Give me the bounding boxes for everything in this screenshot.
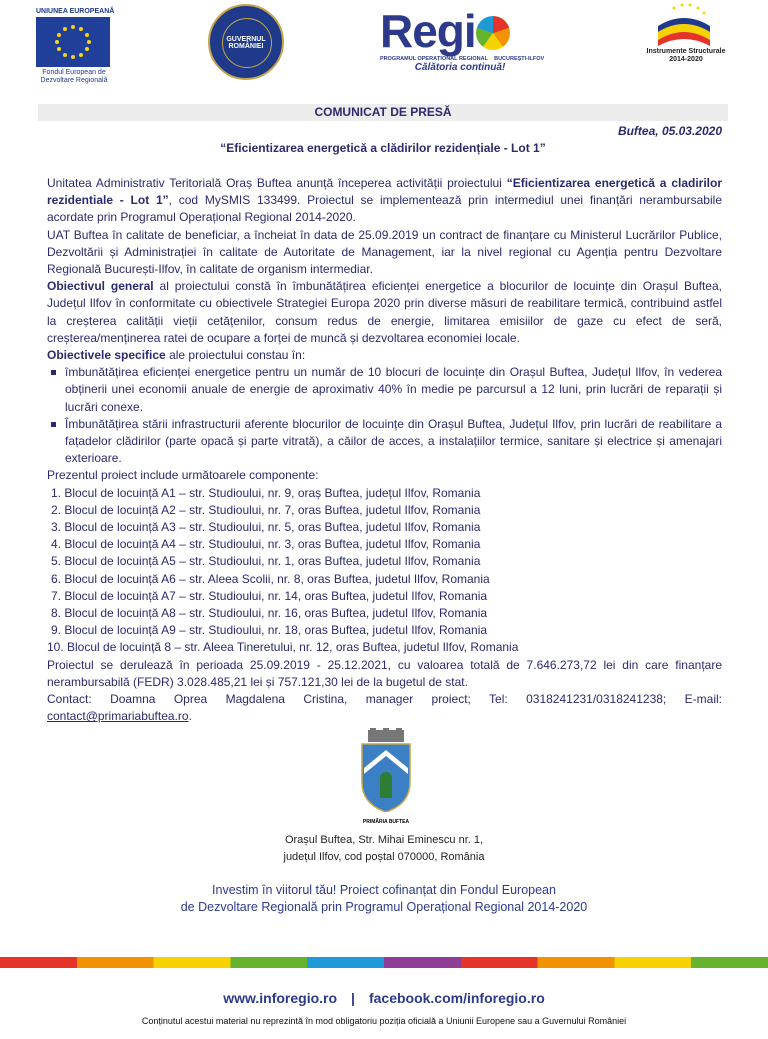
project-subtitle: “Eficientizarea energetică a clădirilor rezidențiale - Lot 1” <box>220 141 546 155</box>
press-date: Buftea, 05.03.2020 <box>617 124 722 138</box>
eu-flag-icon <box>36 17 110 67</box>
intro-text: Unitatea Administrativ Teritorială Oraș Buftea anunță începerea activității proiectului <box>47 176 507 190</box>
general-objective-text: al proiectului constă în îmbunătățirea eficienței energetice a blocurilor de locuințe din Orașul Buftea, Județul Ilfov în conformitate cu obiectivele Strategiei Europa 2020 prin diverse măsuri de reabilitare termică, contribuind astfel la creșterea calității vieții cetățenilor, consum redus de energie, limitarea emisiilor de gaze cu efect de seră, creșterea/menținerea ratei de ocupare a forței de muncă și dezvoltarea economiei locale. <box>47 279 722 345</box>
crest-label: PRIMĂRIA BUFTEA <box>362 819 410 825</box>
period-paragraph: Proiectul se derulează în perioada 25.09.2019 - 25.12.2021, cu valoarea totală de 7.646.273,72 lei din care finanțare nerambursabilă (FEDR) 3.028.485,21 lei și 757.121,30 lei de la bugetul de stat. <box>47 657 722 689</box>
list-item: 2. Blocul de locuință A2 – str. Studioului, nr. 7, oras Buftea, judetul Ilfov, Romania <box>51 502 481 517</box>
specific-objectives-text: ale proiectului constau în: <box>165 348 306 363</box>
bullet-square-icon <box>51 370 56 375</box>
beneficiary-paragraph: UAT Buftea în calitate de beneficiar, a încheiat în data de 25.09.2019 un contract de finanțare cu Ministerul Lucrărilor Publice, Dezvoltării și Administrației în calitate de Autoritate de Management, iar la nivel regional cu Agenția pentru Dezvoltare Regională București-Ilfov, în calitate de organism intermediar. <box>47 227 722 277</box>
list-item: 5. Blocul de locuință A5 – str. Studioului, nr. 1, oras Buftea, judetul Ilfov, Romania <box>51 554 481 569</box>
structural-instruments-logo <box>636 2 736 64</box>
regio-tagline: Călătoria continuă! <box>414 62 506 73</box>
list-item: 10. Blocul de locuință 8 – str. Aleea Tineretului, nr. 12, oras Buftea, judetul Ilfov, Romania <box>47 640 519 655</box>
investment-line2: de Dezvoltare Regională prin Programul Operațional Regional 2014-2020 <box>180 900 588 914</box>
address-block <box>0 832 768 866</box>
is-line1: Instrumente Structurale <box>646 48 726 55</box>
contact-text: Contact: Doamna Oprea Magdalena Cristina, manager proiect; Tel: 0318241231/0318241238; E-mail: <box>47 692 722 707</box>
list-item: 1. Blocul de locuință A1 – str. Studioului, nr. 9, oraș Buftea, județul Ilfov, Romania <box>51 485 481 500</box>
color-stripe <box>0 957 768 968</box>
eu-label: UNIUNEA EUROPEANĂ <box>36 8 115 15</box>
press-release-body <box>47 175 722 726</box>
bullet-square-icon <box>51 422 56 427</box>
contact-email-link[interactable]: contact@primariabuftea.ro <box>47 709 189 724</box>
list-item-text: Îmbunătățirea stării infrastructurii aferente blocurilor de locuințe din Orașul Buftea, Județul Ilfov, prin lucrări de reabilitare a fațadelor clădirilor (parte opacă și parte vitrată), a căilor de acces, a instalațiilor termice, sanitare și electrice și amenajari exterioare. <box>65 416 722 466</box>
specific-objectives-label: Obiectivele specifice <box>47 348 166 363</box>
components-list <box>47 485 722 657</box>
regio-wordmark <box>380 5 540 57</box>
objectives-list <box>47 364 722 467</box>
website-link[interactable]: www.inforegio.ro <box>223 990 338 1006</box>
list-item: 4. Blocul de locuință A4 – str. Studioului, nr. 3, oras Buftea, judetul Ilfov, Romania <box>51 537 481 552</box>
list-item <box>47 416 722 468</box>
address-line1: Orașul Buftea, Str. Mihai Eminescu nr. 1, <box>284 834 484 846</box>
list-item <box>47 364 722 416</box>
regio-program-right: BUCUREȘTI-ILFOV <box>494 56 545 62</box>
regio-color-wheel-icon <box>476 16 510 50</box>
page-title: COMUNICAT DE PRESĂ <box>314 105 452 119</box>
regio-word-text: Regi <box>380 5 476 57</box>
eu-fund-line1: Fondul European de <box>42 69 106 76</box>
is-line2: 2014-2020 <box>669 56 703 63</box>
investment-line1: Investim în viitorul tău! Proiect cofinanțat din Fondul European <box>212 883 556 897</box>
disclaimer: Conținutul acestui material nu reprezintă în mod obligatoriu poziția oficială a Uniunii Europene sau a Guvernului României <box>141 1016 627 1026</box>
list-item: 9. Blocul de locuință A9 – str. Studioului, nr. 18, oras Buftea, judetul Ilfov, Romania <box>51 623 488 638</box>
specific-objectives-heading <box>47 347 722 364</box>
buftea-crest <box>358 728 414 825</box>
list-item: 6. Blocul de locuință A6 – str. Aleea Scolii, nr. 8, oras Buftea, judetul Ilfov, Romania <box>51 571 490 586</box>
regio-program-left: PROGRAMUL OPERAȚIONAL REGIONAL <box>380 56 488 62</box>
project-name: “Eficientizarea energetică a cladirilor rezidentiale - Lot 1” <box>47 176 722 208</box>
structural-instruments-icon <box>654 2 714 48</box>
footer-links <box>0 990 768 1006</box>
footer-separator: | <box>351 990 355 1006</box>
list-item: 3. Blocul de locuință A3 – str. Studioului, nr. 5, oras Buftea, judetul Ilfov, Romania <box>51 520 481 535</box>
structural-instruments-label <box>636 48 736 64</box>
seal-text: GUVERNUL ROMÂNIEI <box>226 36 266 50</box>
regio-logo <box>380 5 545 73</box>
general-objective-label: Obiectivul general <box>47 279 154 294</box>
eu-logo <box>36 8 115 85</box>
investment-statement <box>0 882 768 916</box>
intro-paragraph <box>47 175 722 227</box>
contact-paragraph <box>47 691 722 725</box>
address-line2: județul Ilfov, cod poștal 070000, România <box>283 851 485 863</box>
coat-of-arms-icon <box>358 728 414 812</box>
contact-end: . <box>188 709 192 724</box>
intro-text-end: , cod MySMIS 133499. Proiectul se implementează prin intermediul unei finanțări nerambursabile acordate prin Programul Operațional Regional 2014-2020. <box>47 193 722 225</box>
government-seal-icon <box>208 4 284 80</box>
list-item: 7. Blocul de locuință A7 – str. Studioului, nr. 14, oras Buftea, judetul Ilfov, Romania <box>51 588 488 603</box>
list-item: 8. Blocul de locuință A8 – str. Studioului, nr. 16, oras Buftea, judetul Ilfov, Romania <box>51 606 488 621</box>
list-item-text: îmbunătățirea eficienței energetice pentru un număr de 10 blocuri de locuințe din Orașul Buftea, Județul Ilfov, în vederea obținerii unei economii anuale de energie de aproximativ 40% în medie pe parcursul a 12 luni, prin lucrări de reparații și lucrări conexe. <box>65 365 722 414</box>
general-objective-paragraph <box>47 278 722 347</box>
components-intro: Prezentul proiect include următoarele componente: <box>47 468 319 483</box>
eu-fund-line2: Dezvoltare Regională <box>40 77 108 84</box>
facebook-link[interactable]: facebook.com/inforegio.ro <box>368 990 545 1006</box>
logos-header <box>0 0 768 100</box>
eu-fund-label <box>36 69 112 85</box>
